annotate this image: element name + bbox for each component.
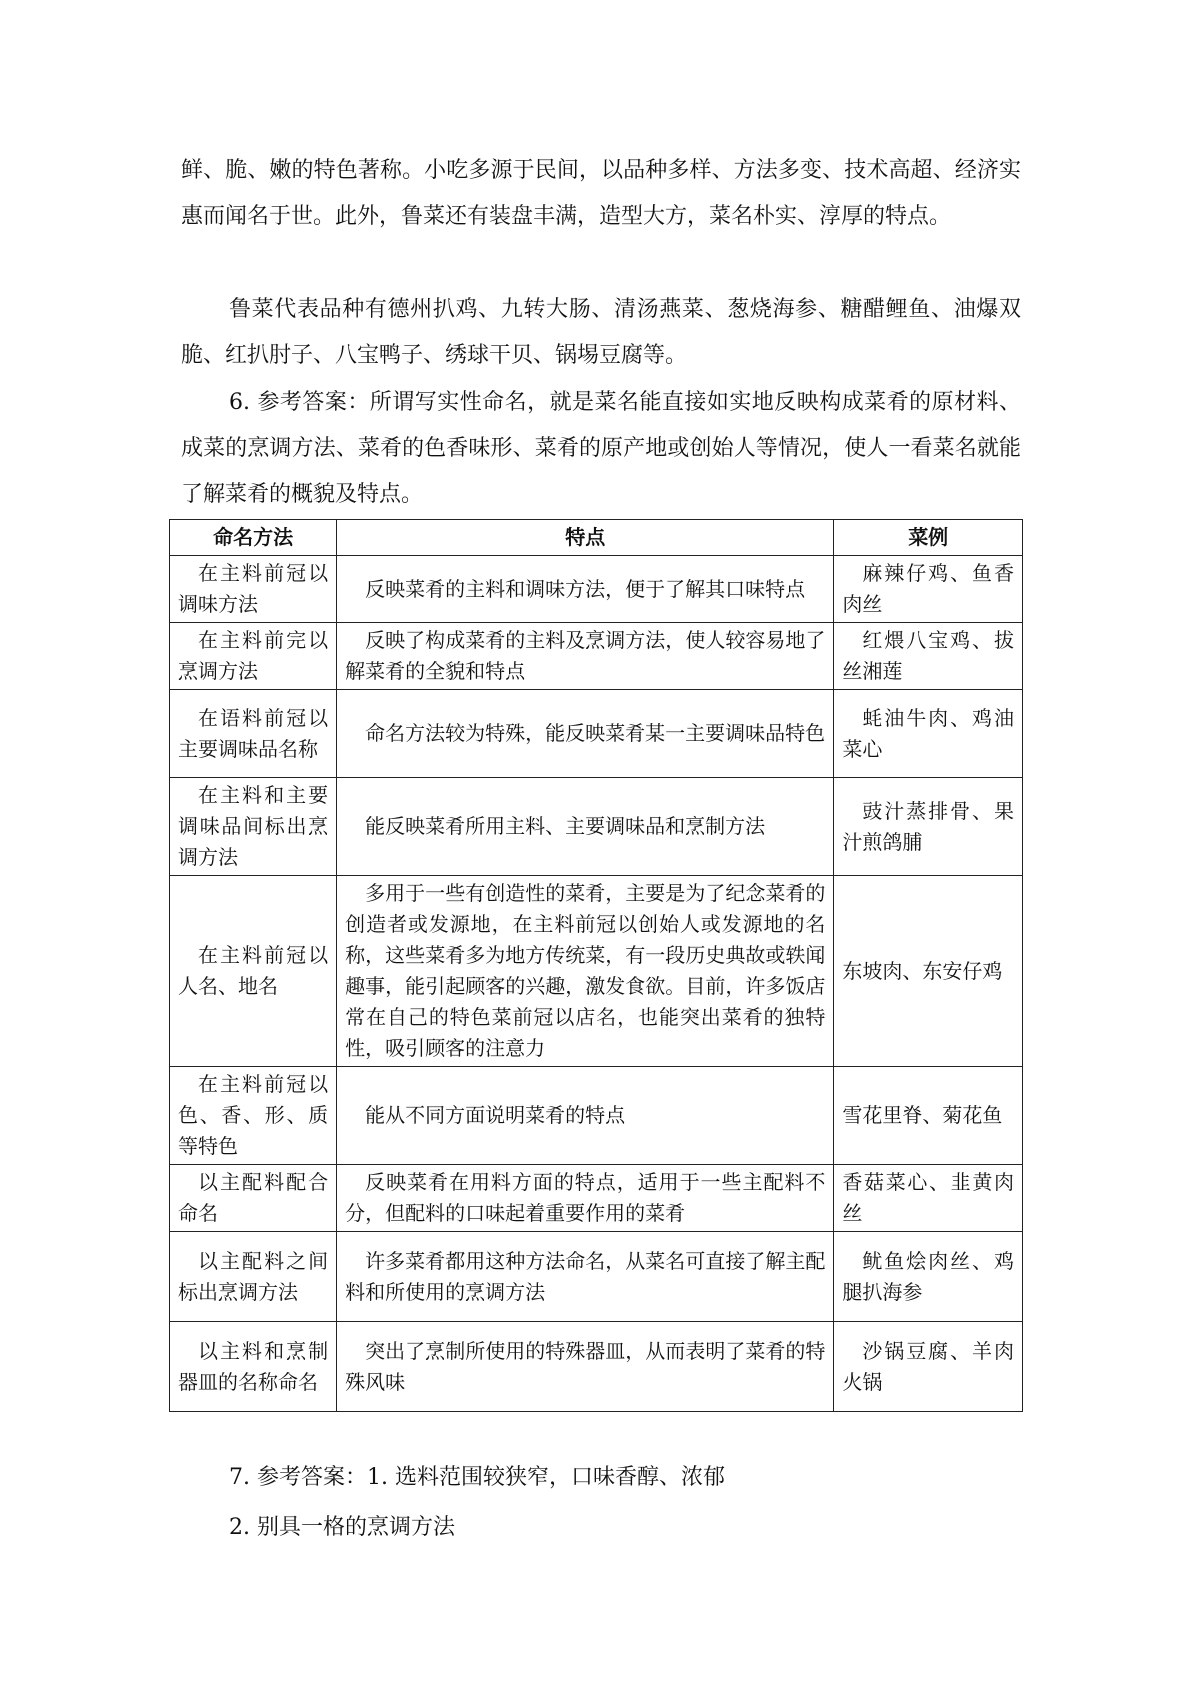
table-row <box>170 556 1023 623</box>
cell-feature: 反映菜肴在用料方面的特点，适用于一些主配料不分，但配料的口味起着重要作用的菜肴 <box>337 1165 834 1232</box>
table-row <box>170 1165 1023 1232</box>
cell-method: 以主配料之间标出烹调方法 <box>170 1232 337 1322</box>
table-row <box>170 1067 1023 1165</box>
table-row <box>170 1322 1023 1412</box>
cell-feature: 突出了烹制所使用的特殊器皿，从而表明了菜肴的特殊风味 <box>337 1322 834 1412</box>
header-feature: 特点 <box>337 520 834 556</box>
cell-example: 东坡肉、东安仔鸡 <box>834 876 1023 1067</box>
table-row <box>170 1232 1023 1322</box>
table-header-row <box>170 520 1023 556</box>
cell-example: 鱿鱼烩肉丝、鸡腿扒海参 <box>834 1232 1023 1322</box>
cell-example: 豉汁蒸排骨、果汁煎鸽脯 <box>834 778 1023 876</box>
cell-feature: 反映菜肴的主料和调味方法，便于了解其口味特点 <box>337 556 834 623</box>
cell-example: 沙锅豆腐、羊肉火锅 <box>834 1322 1023 1412</box>
cell-example: 麻辣仔鸡、鱼香肉丝 <box>834 556 1023 623</box>
cell-method: 在主料前冠以调味方法 <box>170 556 337 623</box>
table-row <box>170 876 1023 1067</box>
answer-7-line-2: 2. 别具一格的烹调方法 <box>229 1515 455 1540</box>
cell-method: 以主配料配合 命名 <box>170 1165 337 1232</box>
paragraph-lu-cuisine-dishes: 鲁菜代表品种有德州扒鸡、九转大肠、清汤燕菜、葱烧海参、糖醋鲤鱼、油爆双脆、红扒肘子、八宝鸭子、绣球干贝、锅埸豆腐等。 <box>181 297 1021 368</box>
cell-feature: 能从不同方面说明菜肴的特点 <box>337 1067 834 1165</box>
cell-example: 蚝油牛肉、鸡油菜心 <box>834 690 1023 778</box>
cell-method: 在主料前完以烹调方法 <box>170 623 337 690</box>
cell-feature: 多用于一些有创造性的菜肴，主要是为了纪念菜肴的创造者或发源地，在主料前冠以创始人或发源地的名称，这些菜肴多为地方传统菜，有一段历史典故或轶闻趣事，能引起顾客的兴趣，激发食欲。目前，许多饭店常在自己的特色菜前冠以店名，也能突出菜肴的独特性，吸引顾客的注意力 <box>337 876 834 1067</box>
cell-feature: 命名方法较为特殊，能反映菜肴某一主要调味品特色 <box>337 690 834 778</box>
table-row <box>170 690 1023 778</box>
table-row <box>170 778 1023 876</box>
cell-example: 雪花里脊、菊花鱼 <box>834 1067 1023 1165</box>
table-row <box>170 623 1023 690</box>
cell-feature: 能反映菜肴所用主料、主要调味品和烹制方法 <box>337 778 834 876</box>
cell-method: 在语料前冠以主要调味品名称 <box>170 690 337 778</box>
cell-feature: 许多菜肴都用这种方法命名，从菜名可直接了解主配料和所使用的烹调方法 <box>337 1232 834 1322</box>
cell-method: 在主料和主要调味品间标出烹调方法 <box>170 778 337 876</box>
cell-example: 红煨八宝鸡、拔丝湘莲 <box>834 623 1023 690</box>
answer-7-line-1: 7. 参考答案：1. 选料范围较狭窄，口味香醇、浓郁 <box>229 1465 725 1490</box>
header-example: 菜例 <box>834 520 1023 556</box>
cell-method: 以主料和烹制器皿的名称命名 <box>170 1322 337 1412</box>
header-method: 命名方法 <box>170 520 337 556</box>
paragraph-lu-cuisine-features: 鲜、脆、嫩的特色著称。小吃多源于民间，以品种多样、方法多变、技术高超、经济实惠而闻名于世。此外，鲁菜还有装盘丰满，造型大方，菜名朴实、淳厚的特点。 <box>181 158 1021 229</box>
cell-method: 在主料前冠以色、香、形、质等特色 <box>170 1067 337 1165</box>
naming-methods-table <box>169 519 1023 1412</box>
cell-feature: 反映了构成菜肴的主料及烹调方法，使人较容易地了解菜肴的全貌和特点 <box>337 623 834 690</box>
cell-example: 香菇菜心、韭黄肉丝 <box>834 1165 1023 1232</box>
cell-method: 在主料前冠以人名、地名 <box>170 876 337 1067</box>
paragraph-answer-6: 6. 参考答案：所谓写实性命名，就是菜名能直接如实地反映构成菜肴的原材料、成菜的烹调方法、菜肴的色香味形、菜肴的原产地或创始人等情况，使人一看菜名就能了解菜肴的概貌及特点。 <box>181 390 1021 507</box>
